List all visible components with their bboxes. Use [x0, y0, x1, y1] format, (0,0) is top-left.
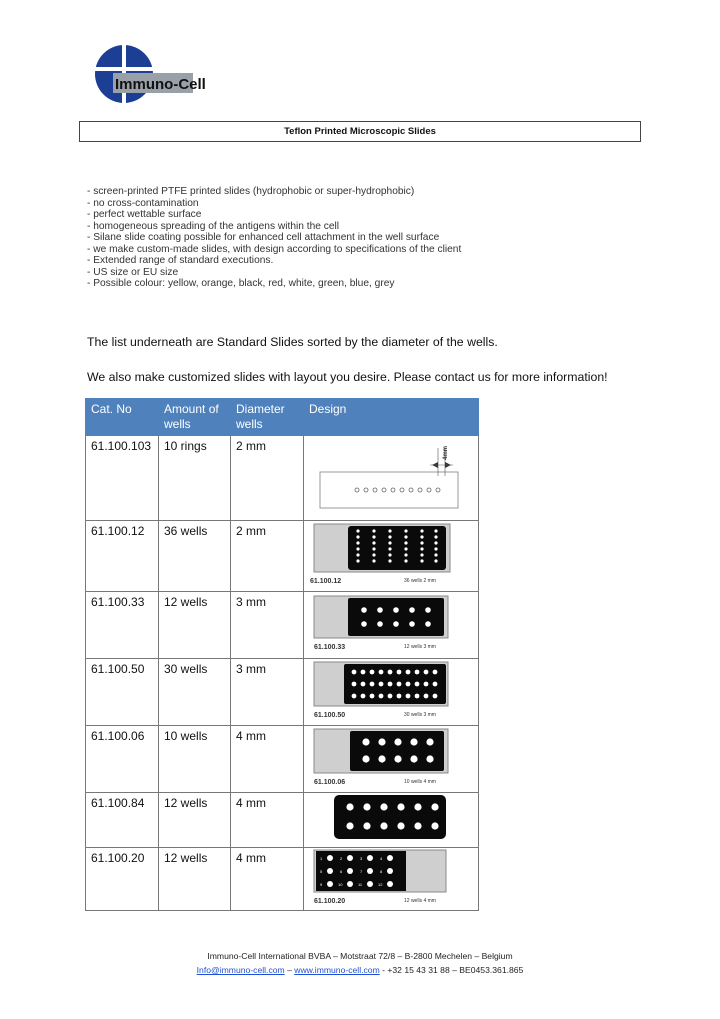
feature-item: - screen-printed PTFE printed slides (hydrophobic or super-hydrophobic) [87, 186, 415, 197]
feature-item: - Possible colour: yellow, orange, black, red, white, green, blue, grey [87, 278, 395, 289]
table-row [86, 726, 479, 793]
immuno-cell-logo [93, 43, 206, 105]
slide-image-12-wells-3mm [304, 592, 464, 654]
table-row [86, 436, 479, 521]
slide-caption-code: 61.100.06 [314, 779, 346, 786]
footer-contact [0, 965, 720, 975]
well-number: 12 [378, 882, 383, 887]
header-amount-wells: Amount of wells [159, 399, 231, 436]
feature-item: - US size or EU size [87, 266, 179, 278]
well-number: 1 [320, 856, 323, 861]
slide-caption-code: 61.100.12 [310, 578, 342, 585]
design-cell [304, 436, 479, 521]
feature-item: - Silane slide coating possible for enhanced cell attachment in the well surface [87, 232, 440, 243]
design-cell [304, 592, 479, 659]
amount-cell: 12 wells [159, 793, 231, 848]
logo-text: Immuno-Cell [115, 76, 206, 93]
feature-item: - Extended range of standard executions. [87, 255, 274, 266]
header-diameter-wells: Diameter wells [231, 399, 304, 436]
well-number: 6 [340, 869, 343, 874]
slide-caption-desc: 36 wells 2 mm [404, 578, 436, 584]
well-number: 3 [360, 856, 363, 861]
table-row [86, 521, 479, 592]
cat-no-cell: 61.100.103 [86, 436, 159, 521]
well-number: 9 [320, 882, 323, 887]
footer-email-link[interactable]: Info@immuno-cell.com [196, 965, 285, 975]
footer-website-link[interactable]: www.immuno-cell.com [294, 965, 380, 975]
feature-item: - homogeneous spreading of the antigens within the cell [87, 220, 340, 232]
diameter-cell: 4 mm [231, 726, 304, 793]
diameter-cell: 2 mm [231, 521, 304, 592]
slide-image-30-wells [304, 659, 464, 721]
table-row [86, 592, 479, 659]
design-cell [304, 659, 479, 726]
slide-caption-desc: 10 wells 4 mm [404, 779, 436, 785]
feature-item: - no cross-contamination [87, 197, 199, 209]
design-cell [304, 793, 479, 848]
diameter-cell: 4 mm [231, 793, 304, 848]
slide-image-12-wells-black [304, 793, 464, 843]
slide-image-10-wells [304, 726, 464, 788]
slides-table [85, 398, 479, 911]
slide-image-36-wells [304, 521, 464, 587]
header-design: Design [304, 399, 479, 436]
slide-caption-desc: 12 wells 4 mm [404, 898, 436, 904]
feature-item: - perfect wettable surface [87, 209, 202, 220]
slide-drawing-rings [304, 436, 464, 516]
intro-paragraph-1: The list underneath are Standard Slides sorted by the diameter of the wells. [87, 335, 498, 349]
cat-no-cell: 61.100.06 [86, 726, 159, 793]
slide-caption-desc: 12 wells 3 mm [404, 644, 436, 650]
well-number: 4 [380, 856, 383, 861]
design-cell [304, 848, 479, 911]
well-number: 5 [320, 869, 323, 874]
cat-no-cell: 61.100.33 [86, 592, 159, 659]
table-header-row [86, 399, 479, 436]
amount-cell: 10 rings [159, 436, 231, 521]
footer-separator: – [284, 965, 295, 975]
amount-cell: 30 wells [159, 659, 231, 726]
feature-list [87, 186, 461, 290]
intro-paragraph-2: We also make customized slides with layout you desire. Please contact us for more information! [87, 370, 608, 384]
footer-address: Immuno-Cell International BVBA – Motstraat 72/8 – B-2800 Mechelen – Belgium [207, 951, 513, 961]
design-cell [304, 521, 479, 592]
table-row [86, 659, 479, 726]
well-number: 8 [380, 869, 383, 874]
amount-cell: 36 wells [159, 521, 231, 592]
footer-phone-vat: - +32 15 43 31 88 – BE0453.361.865 [379, 965, 524, 975]
well-number: 11 [358, 882, 363, 887]
header-cat-no: Cat. No [86, 399, 159, 436]
well-number: 2 [340, 856, 343, 861]
diameter-cell: 4 mm [231, 848, 304, 911]
table-row [86, 848, 479, 911]
diameter-cell: 2 mm [231, 436, 304, 521]
cat-no-cell: 61.100.12 [86, 521, 159, 592]
slide-caption-code: 61.100.20 [314, 898, 346, 905]
table-row [86, 793, 479, 848]
cat-no-cell: 61.100.50 [86, 659, 159, 726]
well-number: 7 [360, 869, 363, 874]
feature-item: - we make custom-made slides, with design according to specifications of the client [87, 243, 462, 255]
cat-no-cell: 61.100.84 [86, 793, 159, 848]
cat-no-cell: 61.100.20 [86, 848, 159, 911]
diameter-cell: 3 mm [231, 659, 304, 726]
slide-caption-code: 61.100.50 [314, 712, 346, 719]
diameter-cell: 3 mm [231, 592, 304, 659]
amount-cell: 10 wells [159, 726, 231, 793]
document-title: Teflon Printed Microscopic Slides [79, 121, 641, 142]
dimension-label: 4mm [443, 445, 449, 460]
slide-caption-desc: 30 wells 3 mm [404, 712, 436, 718]
design-cell [304, 726, 479, 793]
slide-caption-code: 61.100.33 [314, 644, 346, 651]
well-number: 10 [338, 882, 343, 887]
amount-cell: 12 wells [159, 848, 231, 911]
amount-cell: 12 wells [159, 592, 231, 659]
slide-image-12-wells-numbered [304, 848, 464, 906]
